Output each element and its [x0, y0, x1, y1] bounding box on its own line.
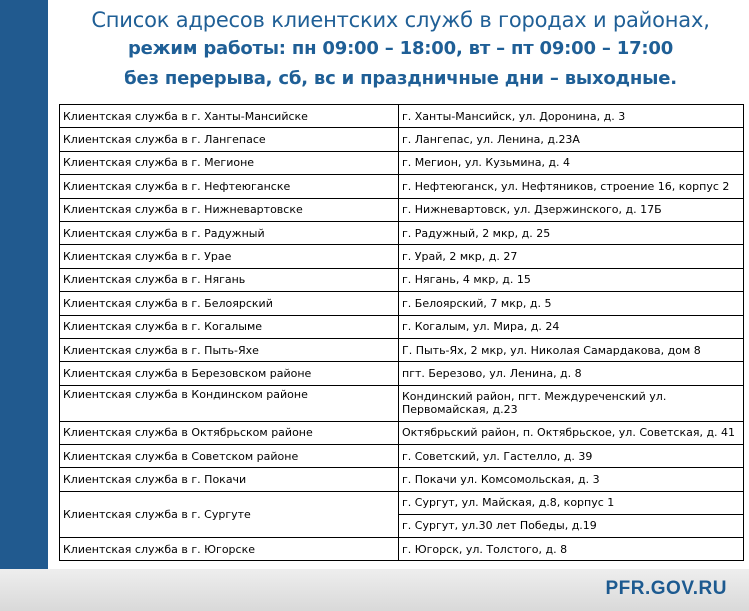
title-line-1: Список адресов клиентских служб в городах и районах, — [91, 8, 710, 32]
table-row — [60, 385, 744, 421]
table-row — [60, 151, 744, 174]
service-name: Клиентская служба в г. Нижневартовске — [60, 198, 399, 221]
service-name: Клиентская служба в г. Пыть-Яхе — [60, 338, 399, 361]
service-address: г. Нижневартовск, ул. Дзержинского, д. 17Б — [399, 198, 744, 221]
service-name: Клиентская служба в г. Белоярский — [60, 292, 399, 315]
service-address: г. Белоярский, 7 мкр, д. 5 — [399, 292, 744, 315]
service-name: Клиентская служба в Октябрьском районе — [60, 421, 399, 444]
service-address: г. Ханты-Мансийск, ул. Доронина, д. 3 — [399, 105, 744, 128]
service-address-secondary: г. Сургут, ул.30 лет Победы, д.19 — [399, 514, 744, 537]
page-title — [52, 6, 749, 93]
service-address: г. Когалым, ул. Мира, д. 24 — [399, 315, 744, 338]
service-name: Клиентская служба в г. Нягань — [60, 268, 399, 291]
service-address: Г. Пыть-Ях, 2 мкр, ул. Николая Самардакова, дом 8 — [399, 338, 744, 361]
table-row — [60, 245, 744, 268]
title-line-2-schedule: режим работы: пн 09:00 – 18:00, вт – пт 09:00 – 17:00 — [127, 38, 674, 59]
table-row — [60, 105, 744, 128]
service-name: Клиентская служба в г. Югорске — [60, 537, 399, 560]
table-row — [60, 362, 744, 385]
service-name: Клиентская служба в Кондинском районе — [60, 385, 399, 421]
service-name: Клиентская служба в г. Мегионе — [60, 151, 399, 174]
service-address: г. Нефтеюганск, ул. Нефтяников, строение 16, корпус 2 — [399, 175, 744, 198]
service-address: г. Сургут, ул. Майская, д.8, корпус 1 — [399, 491, 744, 514]
table-row — [60, 268, 744, 291]
table-row — [60, 468, 744, 491]
table-row — [60, 315, 744, 338]
service-name: Клиентская служба в г. Нефтеюганске — [60, 175, 399, 198]
service-address: Октябрьский район, п. Октябрьское, ул. Советская, д. 41 — [399, 421, 744, 444]
service-name: Клиентская служба в г. Ханты-Мансийске — [60, 105, 399, 128]
title-line-3-days-off: без перерыва, сб, вс и праздничные дни – выходные. — [124, 68, 677, 89]
left-accent-bar — [0, 0, 48, 611]
service-address: г. Мегион, ул. Кузьмина, д. 4 — [399, 151, 744, 174]
table-row — [60, 175, 744, 198]
table-row — [60, 537, 744, 560]
table-row — [60, 292, 744, 315]
service-address: г. Радужный, 2 мкр, д. 25 — [399, 221, 744, 244]
table-row — [60, 128, 744, 151]
table-row — [60, 338, 744, 361]
table-row — [60, 421, 744, 444]
table-row — [60, 221, 744, 244]
table-row — [60, 491, 744, 514]
service-name: Клиентская служба в г. Урае — [60, 245, 399, 268]
service-address: г. Лангепас, ул. Ленина, д.23А — [399, 128, 744, 151]
service-name: Клиентская служба в г. Радужный — [60, 221, 399, 244]
service-address: г. Покачи ул. Комсомольская, д. 3 — [399, 468, 744, 491]
service-name: Клиентская служба в г. Покачи — [60, 468, 399, 491]
service-name: Клиентская служба в г. Лангепасе — [60, 128, 399, 151]
table-row — [60, 445, 744, 468]
service-address: пгт. Березово, ул. Ленина, д. 8 — [399, 362, 744, 385]
service-address: Кондинский район, пгт. Междуреченский ул. Первомайская, д.23 — [399, 385, 744, 421]
service-address: г. Урай, 2 мкр, д. 27 — [399, 245, 744, 268]
table-row — [60, 198, 744, 221]
service-name: Клиентская служба в г. Сургуте — [60, 491, 399, 537]
site-url: PFR.GOV.RU — [605, 578, 727, 599]
service-address: г. Югорск, ул. Толстого, д. 8 — [399, 537, 744, 560]
service-name: Клиентская служба в Березовском районе — [60, 362, 399, 385]
address-table — [59, 104, 744, 561]
service-address: г. Нягань, 4 мкр, д. 15 — [399, 268, 744, 291]
service-name: Клиентская служба в г. Когалыме — [60, 315, 399, 338]
footer-inner — [48, 569, 749, 611]
service-name: Клиентская служба в Советском районе — [60, 445, 399, 468]
footer-bar — [0, 569, 749, 611]
service-address: г. Советский, ул. Гастелло, д. 39 — [399, 445, 744, 468]
